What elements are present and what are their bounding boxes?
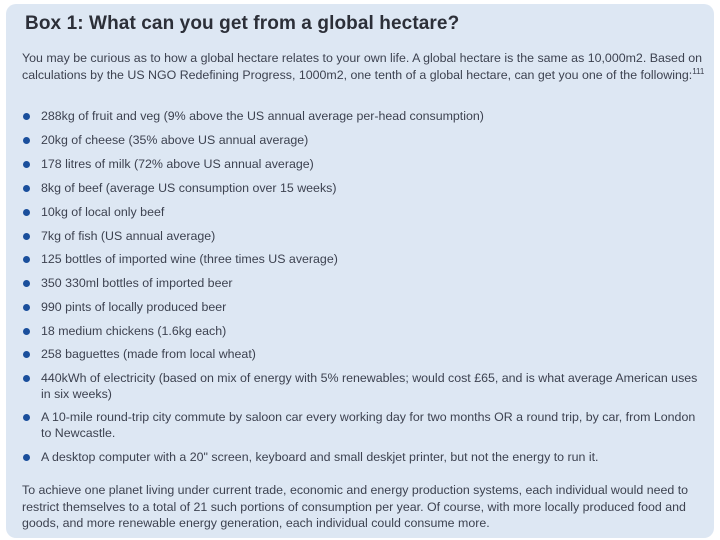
bullet-icon — [23, 209, 30, 216]
closing-paragraph: To achieve one planet living under current trade, economic and energy production systems, each individual would need to restrict themselves to a total of 21 such portions of consumption per year. Of course, with more locally produced food and goods, and more renewable energy generation, each individual could consume more. — [22, 483, 689, 530]
bullet-icon — [23, 161, 30, 168]
list-item-text: 288kg of fruit and veg (9% above the US annual average per-head consumption) — [41, 109, 484, 123]
list-item-text: 8kg of beef (average US consumption over 15 weeks) — [41, 181, 337, 195]
list-item-text: 7kg of fish (US annual average) — [41, 229, 216, 243]
list-item-text: 20kg of cheese (35% above US annual average) — [41, 133, 309, 147]
bullet-icon — [23, 113, 30, 120]
list-item-text: 258 baguettes (made from local wheat) — [41, 347, 256, 361]
intro-reference: 111 — [692, 66, 705, 76]
box-title: Box 1: What can you get from a global hectare? — [25, 13, 460, 34]
bullet-icon — [23, 280, 30, 287]
list-item-text: 440kWh of electricity (based on mix of energy with 5% renewables; would cost £65, and is what average American uses in six weeks) — [41, 371, 698, 401]
list-item-text: 990 pints of locally produced beer — [41, 300, 227, 314]
list-item-text: 350 330ml bottles of imported beer — [41, 276, 233, 290]
bullet-icon — [23, 137, 30, 144]
bullet-icon — [23, 454, 30, 461]
bullet-list — [6, 4, 714, 538]
bullet-icon — [23, 304, 30, 311]
list-item-text: 18 medium chickens (1.6kg each) — [41, 324, 227, 338]
list-item-text: A 10-mile round-trip city commute by saloon car every working day for two months OR a round trip, by car, from London to Newcastle. — [41, 410, 696, 440]
bullet-icon — [23, 233, 30, 240]
list-item-text: 10kg of local only beef — [41, 205, 165, 219]
bullet-icon — [23, 414, 30, 421]
list-item-text: A desktop computer with a 20" screen, keyboard and small deskjet printer, but not the energy to run it. — [41, 450, 599, 464]
bullet-icon — [23, 256, 30, 263]
bullet-icon — [23, 375, 30, 382]
intro-text: You may be curious as to how a global hectare relates to your own life. A global hectare is the same as 10,000m2. Based on calculations by the US NGO Redefining Progress, 1000m2, one tenth of a global hectare, can get you one of the following: — [22, 51, 703, 82]
bullet-icon — [23, 185, 30, 192]
bullet-icon — [23, 351, 30, 358]
list-item-text: 125 bottles of imported wine (three times US average) — [41, 252, 338, 266]
list-item-text: 178 litres of milk (72% above US annual average) — [41, 157, 314, 171]
bullet-icon — [23, 328, 30, 335]
info-box — [6, 4, 714, 538]
